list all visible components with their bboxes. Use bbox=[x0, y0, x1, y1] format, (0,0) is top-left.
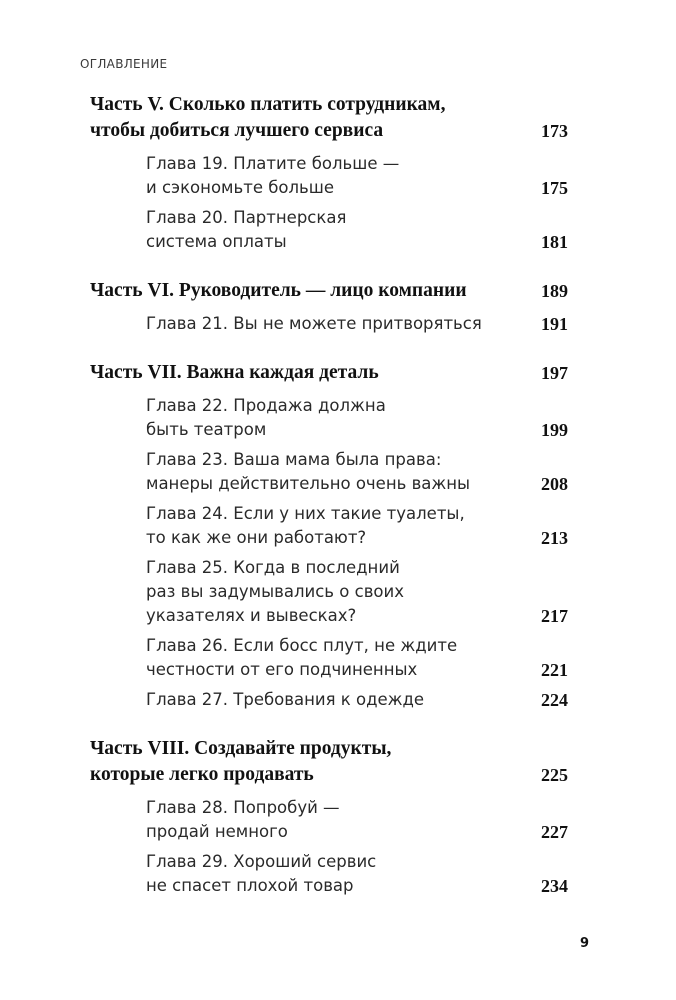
toc-part-vi bbox=[90, 278, 570, 304]
toc-entry-page: 227 bbox=[541, 822, 568, 842]
toc-chapter-19 bbox=[146, 152, 570, 200]
toc-entry-page: 213 bbox=[541, 528, 568, 548]
running-head: ОГЛАВЛЕНИЕ bbox=[80, 57, 168, 71]
toc-entry-title: Глава 29. Хороший сервис не спасет плохой товар bbox=[146, 852, 377, 895]
toc-entry-page: 224 bbox=[541, 690, 568, 710]
toc-part-vii bbox=[90, 360, 570, 386]
toc-chapter-29 bbox=[146, 850, 570, 898]
toc-entry-title: Часть VII. Важна каждая деталь bbox=[90, 362, 379, 383]
page-number: 9 bbox=[580, 936, 590, 951]
toc-entry-title: Глава 27. Требования к одежде bbox=[146, 690, 425, 709]
toc-entry-title: Часть VI. Руководитель — лицо компании bbox=[90, 280, 467, 301]
toc-chapter-20 bbox=[146, 206, 570, 254]
toc-chapter-25 bbox=[146, 556, 570, 628]
toc-entry-title: Глава 26. Если босс плут, не ждите честности от его подчиненных bbox=[146, 636, 458, 679]
toc-entry-page: 217 bbox=[541, 606, 568, 626]
toc-entry-page: 234 bbox=[541, 876, 568, 896]
toc-entry-page: 208 bbox=[541, 474, 568, 494]
toc-entry-title: Глава 22. Продажа должна быть театром bbox=[146, 396, 386, 439]
toc-entry-title: Глава 28. Попробуй — продай немного bbox=[146, 798, 340, 841]
table-of-contents bbox=[90, 92, 570, 898]
toc-entry-title: Глава 23. Ваша мама была права: манеры действительно очень важны bbox=[146, 450, 471, 493]
toc-part-v bbox=[90, 92, 570, 144]
toc-chapter-24 bbox=[146, 502, 570, 550]
toc-entry-page: 189 bbox=[541, 281, 568, 301]
toc-entry-page: 199 bbox=[541, 420, 568, 440]
toc-entry-title: Глава 21. Вы не можете притворяться bbox=[146, 314, 482, 333]
toc-entry-page: 191 bbox=[541, 314, 568, 334]
toc-chapter-21 bbox=[146, 312, 570, 336]
toc-entry-title: Часть VIII. Создавайте продукты, которые легко продавать bbox=[90, 738, 392, 785]
toc-chapter-28 bbox=[146, 796, 570, 844]
toc-entry-page: 175 bbox=[541, 178, 568, 198]
toc-entry-title: Глава 24. Если у них такие туалеты, то как же они работают? bbox=[146, 504, 465, 547]
toc-entry-page: 221 bbox=[541, 660, 568, 680]
toc-entry-title: Глава 19. Платите больше — и сэкономьте больше bbox=[146, 154, 400, 197]
toc-entry-page: 197 bbox=[541, 363, 568, 383]
toc-entry-title: Глава 25. Когда в последний раз вы задумывались о своих указателях и вывесках? bbox=[146, 558, 404, 625]
toc-chapter-26 bbox=[146, 634, 570, 682]
toc-part-viii bbox=[90, 736, 570, 788]
toc-entry-page: 225 bbox=[541, 765, 568, 785]
toc-entry-title: Часть V. Сколько платить сотрудникам, чтобы добиться лучшего сервиса bbox=[90, 94, 446, 141]
toc-entry-page: 181 bbox=[541, 232, 568, 252]
toc-entry-page: 173 bbox=[541, 121, 568, 141]
toc-chapter-22 bbox=[146, 394, 570, 442]
toc-entry-title: Глава 20. Партнерская система оплаты bbox=[146, 208, 347, 251]
toc-chapter-27 bbox=[146, 688, 570, 712]
toc-chapter-23 bbox=[146, 448, 570, 496]
